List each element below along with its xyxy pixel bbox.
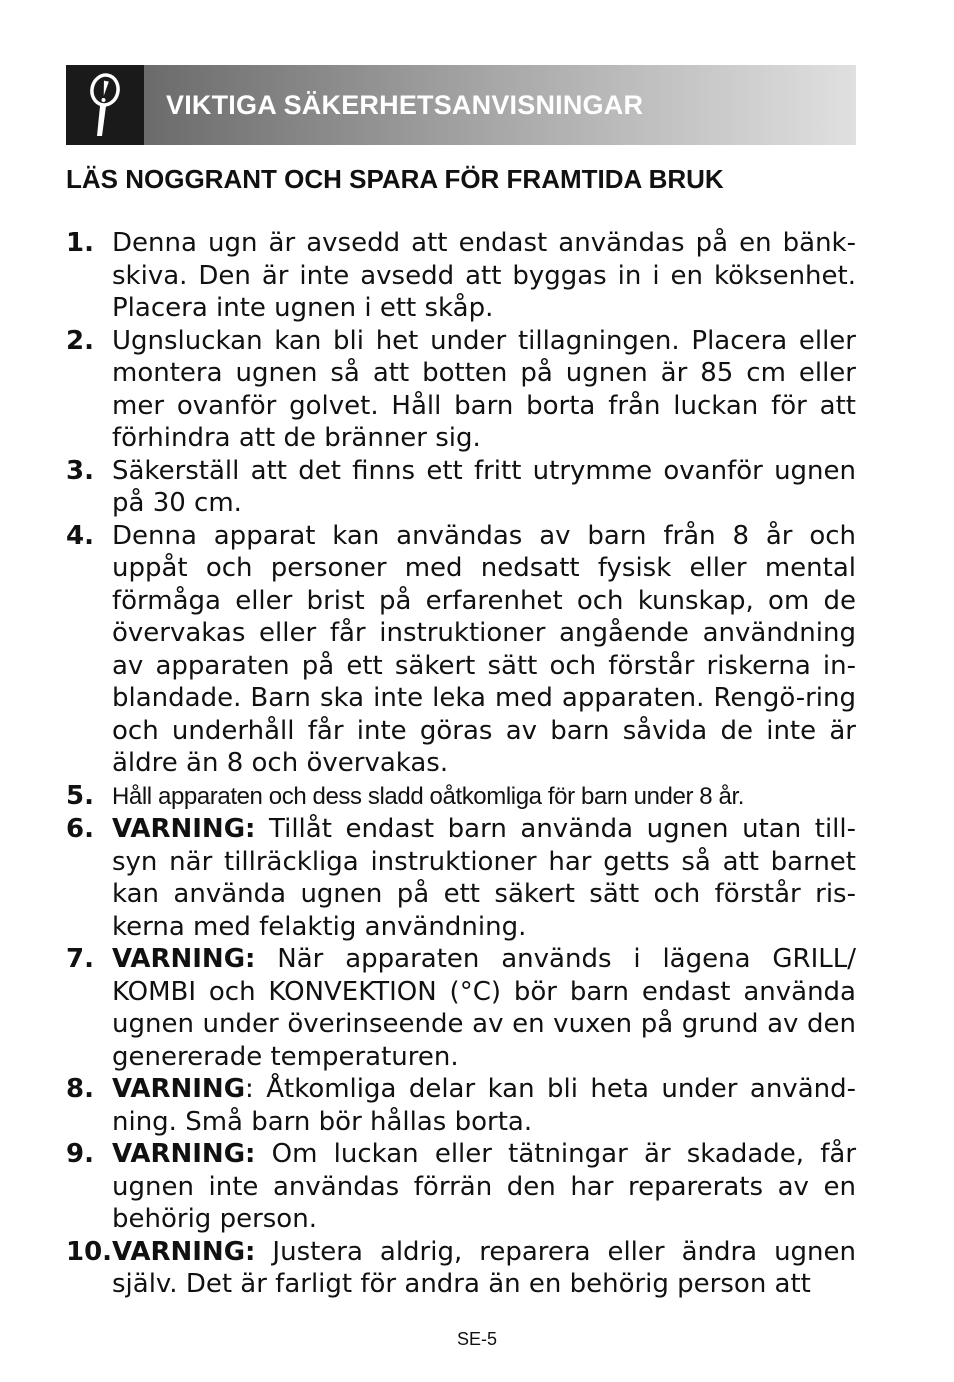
item-text: Justera aldrig, reparera eller ändra ugnen själv. Det är farligt för andra än en behörig person att bbox=[112, 1236, 857, 1299]
item-number: 6. bbox=[66, 814, 94, 844]
item-number: 5. bbox=[66, 780, 94, 811]
item-text: Säkerställ att det finns ett fritt utrymme ovanför ugnen på 30 cm. bbox=[112, 455, 856, 518]
item-number: 4. bbox=[66, 520, 94, 551]
page-subtitle: LÄS NOGGRANT OCH SPARA FÖR FRAMTIDA BRUK bbox=[66, 164, 724, 194]
list-item bbox=[66, 1236, 856, 1301]
info-warning-icon bbox=[66, 65, 144, 145]
item-number: 8. bbox=[66, 1074, 94, 1104]
warning-label: VARNING: bbox=[112, 944, 256, 974]
warning-label: VARNING: bbox=[112, 1139, 256, 1169]
item-text: Om luckan eller tätningar är skadade, får ugnen inte användas förrän den har reparerats av en behörig person. bbox=[112, 1139, 857, 1234]
warning-label: VARNING: bbox=[112, 814, 256, 844]
list-item bbox=[66, 227, 856, 325]
section-banner bbox=[66, 65, 856, 145]
list-item bbox=[66, 325, 856, 455]
page-number: SE-5 bbox=[456, 1329, 498, 1349]
item-number: 2. bbox=[66, 325, 94, 356]
item-number: 9. bbox=[66, 1139, 94, 1169]
warning-label: VARNING bbox=[112, 1074, 246, 1104]
item-text: Håll apparaten och dess sladd oåtkomliga för barn under 8 år. bbox=[112, 782, 745, 810]
safety-instructions-list bbox=[66, 227, 856, 1301]
banner-title: VIKTIGA SÄKERHETSANVISNINGAR bbox=[166, 90, 644, 120]
list-item bbox=[66, 455, 856, 520]
list-item bbox=[66, 780, 856, 814]
list-item bbox=[66, 1138, 856, 1236]
list-item bbox=[66, 1073, 856, 1138]
list-item bbox=[66, 520, 856, 780]
list-item bbox=[66, 813, 856, 943]
warning-label: VARNING: bbox=[112, 1236, 256, 1267]
item-number: 1. bbox=[66, 228, 94, 258]
item-text: Tillåt endast barn använda ugnen utan till-syn när tillräckliga instruktioner har getts så att barnet kan använda ugnen på ett säkert sätt och förstår ris-kerna med felaktig användning. bbox=[112, 814, 857, 942]
item-number: 3. bbox=[66, 455, 94, 486]
item-text: När apparaten används i lägena GRILL/ KOMBI och KONVEKTION (°C) bör barn endast använda ugnen under överinseende av en vuxen på grund av den genererade temperaturen. bbox=[112, 944, 856, 1072]
item-text: Denna apparat kan användas av barn från 8 år och uppåt och personer med nedsatt fysisk eller mental förmåga eller brist på erfarenhet och kunskap, om de övervakas eller får instruktioner angående användning av apparaten på ett säkert sätt och förstår riskerna in-blandade. Barn ska inte leka med apparaten. Rengö-ring och underhåll får inte göras av barn såvida de inte är äldre än 8 och övervakas. bbox=[112, 520, 856, 778]
item-number: 7. bbox=[66, 944, 94, 974]
item-text: Denna ugn är avsedd att endast användas på en bänk-skiva. Den är inte avsedd att byggas in i en köksenhet. Placera inte ugnen i ett skåp. bbox=[112, 228, 856, 323]
item-text: Ugnsluckan kan bli het under tillagningen. Placera eller montera ugnen så att botten på ugnen är 85 cm eller mer ovanför golvet. Håll barn borta från luckan för att förhindra att de bränner sig. bbox=[112, 325, 856, 453]
item-number: 10. bbox=[66, 1236, 113, 1267]
list-item bbox=[66, 943, 856, 1073]
item-text: : Åtkomliga delar kan bli heta under använd-ning. Små barn bör hållas borta. bbox=[112, 1074, 856, 1137]
